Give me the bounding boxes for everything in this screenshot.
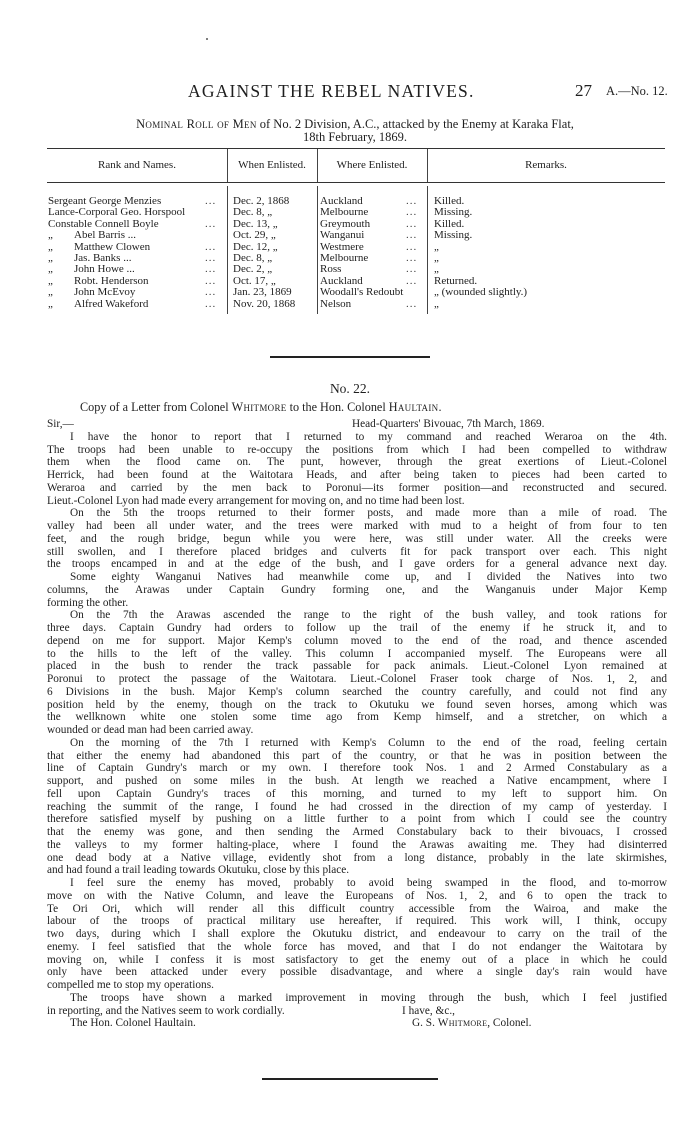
header-reference: A.—No. 12. xyxy=(606,84,668,98)
letter-line: reaching the summit of the range, I found he had crossed in the direction of my camp of yesterday. I xyxy=(47,800,667,813)
table-row xyxy=(0,299,700,310)
letter-line: to the hills to the left of the valley. This column I accompanied myself. The Europeans were all xyxy=(47,647,667,660)
table-row xyxy=(0,287,700,298)
closing: I have, &c., xyxy=(402,1004,456,1017)
letter-line: labour of the troops of practical military use hereafter, if required. This work will, I think, occupy xyxy=(47,915,667,928)
cell-when: Dec. 12, „ xyxy=(233,240,278,253)
cell-remarks: „ xyxy=(434,297,439,310)
table-row xyxy=(0,207,700,218)
letter-line: I feel sure the enemy has moved, probably to avoid being swamped in the flood, and to-morrow xyxy=(70,877,667,889)
cell-remarks: Missing. xyxy=(434,229,473,242)
sender-name: Whitmore xyxy=(231,400,287,414)
letter-line: Herrick, had been found at the Waitotara Heads, and after being taken to pieces had been carted to xyxy=(47,469,667,481)
cell-remarks: Killed. xyxy=(434,195,465,207)
cell-remarks: Missing. xyxy=(434,206,473,219)
leader-dots: ... xyxy=(406,251,418,264)
cell-when: Dec. 8, „ xyxy=(233,251,273,264)
table-header-remarks: Remarks. xyxy=(525,159,567,171)
leader-dots: ... xyxy=(406,217,418,230)
letter-line: still swollen, and I therefore placed bridges and culverts fit for pack transport over each. This night xyxy=(47,545,667,558)
letter-line: the valleys to my former halting-place, where I found the Arawas awaiting me. They had disinterred xyxy=(47,838,667,851)
leader-dots: ... xyxy=(205,274,217,287)
roll-caption-label: Nominal Roll of Men xyxy=(136,117,257,131)
cell-when: Dec. 2, „ xyxy=(233,263,273,276)
letter-line: position held by the enemy, though on the track to Okutuku we found seven horses, among which was xyxy=(47,698,667,711)
cell-when: Oct. 17, „ xyxy=(233,274,276,287)
cell-when: Dec. 13, „ xyxy=(233,217,278,230)
cell-when: Dec. 8, „ xyxy=(233,206,273,219)
letter-line: Te Ori Ori, which will render all this difficult country accessible from the Wairoa, and make the xyxy=(47,902,667,915)
leader-dots: ... xyxy=(406,240,418,253)
signature-line xyxy=(47,1017,667,1030)
letter-title: Copy of a Letter from Colonel Whitmore to the Hon. Colonel Haultain. xyxy=(80,400,442,414)
cell-remarks: Returned. xyxy=(434,274,478,287)
print-speck xyxy=(206,38,208,40)
cell-where: Auckland xyxy=(320,196,363,207)
table-row xyxy=(0,276,700,287)
table-row xyxy=(0,253,700,264)
cell-where: Melbourne xyxy=(320,252,369,264)
letter-line: and had found a trail leading towards Okutuku, close by this place. xyxy=(47,864,350,877)
letter-line: wounded or dead man had been carried away. xyxy=(47,724,254,736)
letter-line: one dead body at a Native village, evidently shot from a long distance, probably in the late skirmishes, xyxy=(47,851,667,864)
cell-name: „ Abel Barris ... xyxy=(48,230,137,242)
cell-where: Westmere xyxy=(320,241,364,253)
table-header-when: When Enlisted. xyxy=(238,159,306,171)
header-page-number: 27 xyxy=(575,81,592,100)
letter-line: columns, the Arawas under Captain Gundry forming one, and the Wanganuis under Major Kemp xyxy=(47,583,667,596)
cell-where: Auckland xyxy=(320,275,363,287)
letter-line: the troops encamped in and at the edge of the bush, and I gave orders for a general advance next day. xyxy=(47,558,667,571)
letter-line: moving on, while I confess it is most satisfactory to get the enemy out of a place in which he could xyxy=(47,953,667,966)
leader-dots: ... xyxy=(205,240,217,253)
cell-name: „ John McEvoy xyxy=(48,287,136,299)
letter-line: valley had been all under water, and the trees were marked with mud to a height of from four to ten xyxy=(47,520,667,532)
letter-body xyxy=(47,418,667,1030)
cell-name: Sergeant George Menzies xyxy=(48,196,162,207)
letter-line: enemy. I feel satisfied that the whole force has moved, and that I do not endanger the Waitotara by xyxy=(47,940,667,953)
letter-line: feet, and the rough bridge, begun while you were here, was still under water. All the creeks were xyxy=(47,532,667,545)
end-divider xyxy=(262,1078,438,1080)
cell-name: „ Matthew Clowen xyxy=(48,241,151,253)
leader-dots: ... xyxy=(406,195,418,207)
letter-line: only have been attacked under every possible disadvantage, and where a single day's rain would have xyxy=(47,966,667,979)
cell-when: Oct. 29, „ xyxy=(233,229,276,242)
cell-remarks: „ xyxy=(434,240,439,253)
table-row xyxy=(0,242,700,253)
letter-line: in reporting, and the Natives seem to work cordially. xyxy=(47,1004,285,1017)
salutation: Sir,— xyxy=(47,418,74,430)
cell-when: Nov. 20, 1868 xyxy=(233,297,296,310)
letter-line: forming the other. xyxy=(47,596,129,609)
cell-where: Ross xyxy=(320,264,342,276)
leader-dots: ... xyxy=(205,217,217,230)
table-header-where: Where Enlisted. xyxy=(336,159,408,171)
cell-remarks: „ xyxy=(434,263,439,276)
section-divider xyxy=(270,356,430,358)
letter-line: 6 Divisions in the bush. Major Kemp's column searched the country carefully, and could not find any xyxy=(47,685,667,698)
letter-line: fell upon Captain Gundry's traces of this morning, and turned to my left to support him. On xyxy=(47,787,667,800)
letter-line: the wellknown white one stolen some time ago from Kemp himself, and a stretcher, on which a xyxy=(47,711,667,724)
letter-line: them when the flood came on. The punt, however, through the great exertions of Lieut.-Colonel xyxy=(47,456,667,469)
addressee: The Hon. Colonel Haultain. xyxy=(70,1017,196,1030)
leader-dots: ... xyxy=(406,229,418,242)
cell-where: Greymouth xyxy=(320,218,371,230)
letter-line: depend on me for support. Major Kemp's column moved to the end of the road, and thence ascended xyxy=(47,634,667,647)
cell-remarks: „ (wounded slightly.) xyxy=(434,286,528,299)
cell-where: Nelson xyxy=(320,298,352,310)
cell-remarks: Killed. xyxy=(434,217,465,230)
cell-name: Constable Connell Boyle xyxy=(48,218,159,230)
table-header-rule xyxy=(47,182,665,183)
letter-line: On the 5th the troops returned to their former posts, and made more than a mile of road. The xyxy=(70,507,667,520)
cell-name: „ Robt. Henderson xyxy=(48,275,149,287)
leader-dots: ... xyxy=(205,195,217,207)
letter-line: On the 7th the Arawas ascended the range to the right of the bush valley, and took rations for xyxy=(70,609,667,622)
leader-dots: ... xyxy=(205,286,217,299)
letter-line: On the morning of the 7th I returned with Kemp's Column to the end of the road, feeling certain xyxy=(70,736,667,749)
leader-dots: ... xyxy=(406,297,418,310)
letter-line: Weraroa and carried by the men back to Poronui—its former position—and reconstructed and secured. xyxy=(47,481,667,494)
table-header-rank: Rank and Names. xyxy=(98,159,176,171)
letter-line: that the enemy was gone, and then sending the Armed Constabulary back to their bivouacs, I crossed xyxy=(47,826,667,838)
leader-dots: ... xyxy=(406,206,418,219)
cell-where: Woodall's Redoubt xyxy=(320,287,404,299)
cell-where: Melbourne xyxy=(320,207,369,219)
nominal-roll-table xyxy=(0,196,700,310)
roll-caption-line2: 18th February, 1869. xyxy=(302,130,408,144)
cell-name: Lance-Corporal Geo. Horspool xyxy=(48,207,186,219)
letter-line: that either the enemy had abandoned this part of the country, or that he was in position between the xyxy=(47,749,667,762)
leader-dots: ... xyxy=(205,297,217,310)
recipient-name: Haultain xyxy=(388,400,439,414)
letter-line: Lieut.-Colonel Lyon had made every arrangement for moving on, and no time had been lost. xyxy=(47,494,465,507)
running-header xyxy=(0,81,700,103)
header-title: AGAINST THE REBEL NATIVES. xyxy=(188,81,475,101)
signature: G. S. Whitmore, Colonel. xyxy=(412,1017,532,1030)
table-row xyxy=(0,196,700,207)
letter-closing-line xyxy=(47,1005,667,1018)
letter-line: three days. Captain Gundry had orders to follow up the trail of the enemy if he struck it, and to xyxy=(47,622,667,634)
cell-remarks: „ xyxy=(434,251,439,264)
cell-name: „ Jas. Banks ... xyxy=(48,252,132,264)
salutation-line xyxy=(47,418,667,431)
letter-line: I have the honor to report that I returned to my command and reached Weraroa on the 4th. xyxy=(70,430,667,443)
letter-line: The troops have shown a marked improvement in moving through the bush, which I feel justified xyxy=(70,991,667,1004)
table-row xyxy=(0,230,700,241)
table-row xyxy=(0,264,700,275)
letter-line: Some eighty Wanganui Natives had meanwhile come up, and I divided the Natives into two xyxy=(70,571,667,583)
roll-caption-line1 xyxy=(60,117,650,131)
leader-dots: ... xyxy=(406,274,418,287)
table-top-rule xyxy=(47,148,665,149)
letter-line: The troops had been unable to re-occupy the positions from which I had been compelled to withdraw xyxy=(47,443,667,456)
cell-name: „ Alfred Wakeford xyxy=(48,298,149,310)
letter-line: compelled me to stop my operations. xyxy=(47,979,214,991)
letter-line: move on with the Native Column, and leave the Europeans of Nos. 1, 2, and 6 to open the track to xyxy=(47,889,667,902)
cell-name: „ John Howe ... xyxy=(48,264,135,276)
letter-number: No. 22. xyxy=(329,381,371,396)
table-row xyxy=(0,219,700,230)
roll-caption-rest: of No. 2 Division, A.C., attacked by the Enemy at Karaka Flat, xyxy=(256,117,574,131)
letter-line: two days, during which I shall explore the Okutuku district, and endeavour to carry on the trail of the xyxy=(47,928,667,940)
letter-line: line of Captain Gundry's march or my own. I therefore took Nos. 1 and 2 Armed Constabulary as a xyxy=(47,762,667,775)
leader-dots: ... xyxy=(406,263,418,276)
cell-where: Wanganui xyxy=(320,230,365,242)
cell-when: Jan. 23, 1869 xyxy=(233,286,292,299)
letter-line: Poronui to protect the passage of the Waitotara. Lieut.-Colonel Fraser took charge of Nos. 1, 2, and xyxy=(47,673,667,685)
cell-when: Dec. 2, 1868 xyxy=(233,195,290,207)
letter-line: therefore satisfied myself by pushing on a little further to a point from which I could see the country xyxy=(47,813,667,826)
letter-line: placed in the bush to render the track passable for pack animals. Lieut.-Colonel Lyon remained at xyxy=(47,660,667,673)
place-date: Head-Quarters' Bivouac, 7th March, 1869. xyxy=(352,418,545,430)
leader-dots: ... xyxy=(205,263,217,276)
letter-line: support, and pushed on some miles in the bush. At length we reached a Native encampment, where I xyxy=(47,775,667,787)
leader-dots: ... xyxy=(205,251,217,264)
